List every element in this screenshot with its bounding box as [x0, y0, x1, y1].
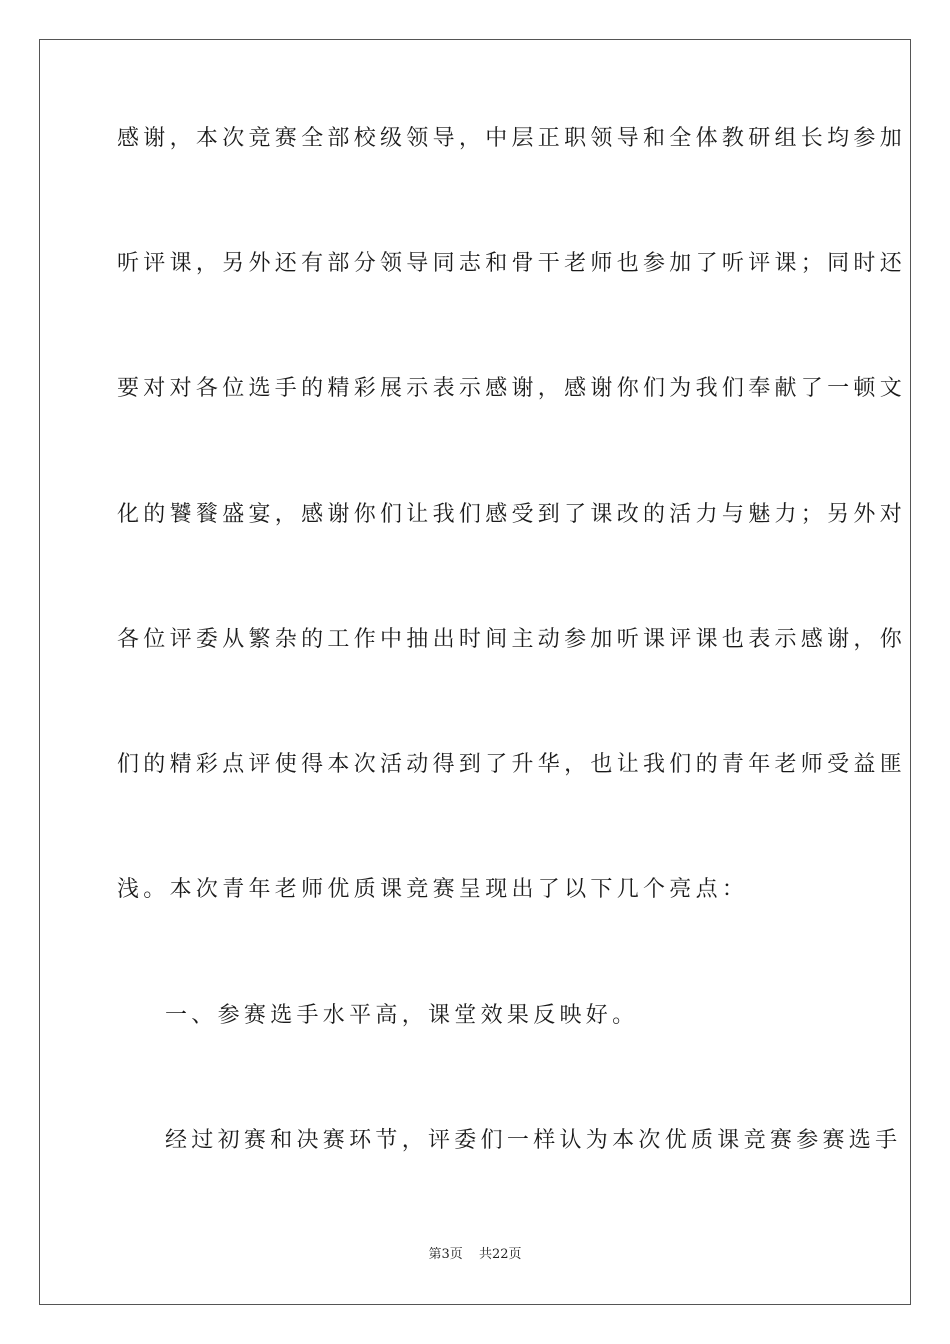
paragraph-start: 经过初赛和决赛环节，评委们一样认为本次优质课竞赛参赛选手: [165, 1128, 902, 1153]
page-footer: [0, 1246, 950, 1264]
text-line: 要对对各位选手的精彩展示表示感谢，感谢你们为我们奉献了一顿文: [117, 376, 907, 401]
text-line: 感谢，本次竞赛全部校级领导，中层正职领导和全体教研组长均参加: [117, 126, 907, 151]
section-heading: 一、参赛选手水平高，课堂效果反映好。: [165, 1003, 639, 1028]
text-line: 各位评委从繁杂的工作中抽出时间主动参加听课评课也表示感谢，你: [117, 627, 907, 652]
page-total: 共22页: [478, 1247, 522, 1262]
page-frame: [39, 39, 911, 1305]
text-line: 听评课，另外还有部分领导同志和骨干老师也参加了听评课；同时还: [117, 251, 907, 276]
page-number: 第3页: [428, 1247, 463, 1262]
text-line: 化的饕餮盛宴，感谢你们让我们感受到了课改的活力与魅力；另外对: [117, 502, 907, 527]
text-line: 们的精彩点评使得本次活动得到了升华，也让我们的青年老师受益匪: [117, 752, 907, 777]
text-line: 浅。本次青年老师优质课竞赛呈现出了以下几个亮点：: [117, 877, 749, 902]
